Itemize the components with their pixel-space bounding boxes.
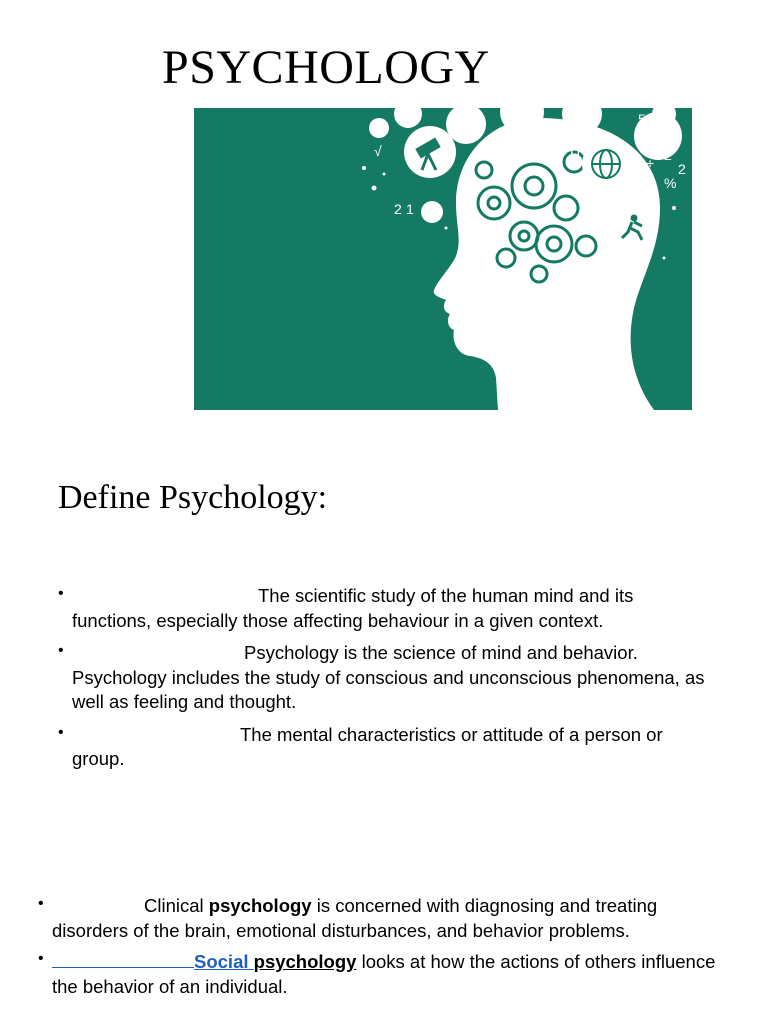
define-heading: Define Psychology: (58, 479, 328, 516)
math-glyph: 2 (394, 201, 402, 217)
definition-text: Psychology is the science of mind and behavior. Psychology includes the study of conscious and unconscious phenomena, as well as feeling and thought. (72, 642, 705, 712)
math-glyph: % (664, 175, 677, 191)
definition-text: The mental characteristics or attitude of a person or group. (72, 723, 663, 769)
clinical-description: is concerned with diagnosing and treating disorders of the brain, emotional disturbances, and behavior problems. (52, 895, 658, 941)
math-glyph: 2 (664, 147, 672, 163)
bullet-icon: • (38, 895, 44, 912)
branches-list (38, 894, 728, 1005)
bullet-icon: • (58, 723, 64, 741)
definition-list (58, 584, 708, 780)
math-glyph: √ (374, 143, 382, 159)
list-item (38, 894, 728, 943)
social-description: looks at how the actions of others influence the behavior of an individual. (52, 951, 716, 997)
link-underline[interactable] (52, 949, 194, 968)
social-psychology-link[interactable]: Social (194, 951, 254, 972)
bullet-icon: • (58, 585, 64, 602)
psychology-head-illustration (194, 108, 692, 410)
clinical-prefix: Clinical (144, 895, 209, 916)
page-title: PSYCHOLOGY (162, 41, 490, 94)
math-glyph: H (570, 147, 581, 163)
math-glyph: 5 (638, 111, 646, 127)
bullet-icon: • (58, 642, 64, 659)
clinical-keyword: psychology (208, 895, 312, 916)
list-item (58, 641, 708, 715)
math-glyph: 1 (406, 201, 414, 217)
list-item (58, 584, 708, 633)
bullet-icon: • (38, 950, 44, 967)
list-item (38, 949, 728, 999)
math-glyph: + (646, 155, 655, 171)
list-item (58, 723, 708, 772)
definition-text: The scientific study of the human mind and its functions, especially those affecting behaviour in a given context. (72, 585, 634, 631)
math-glyph: 2 (678, 161, 686, 177)
social-keyword: psychology (253, 951, 357, 972)
